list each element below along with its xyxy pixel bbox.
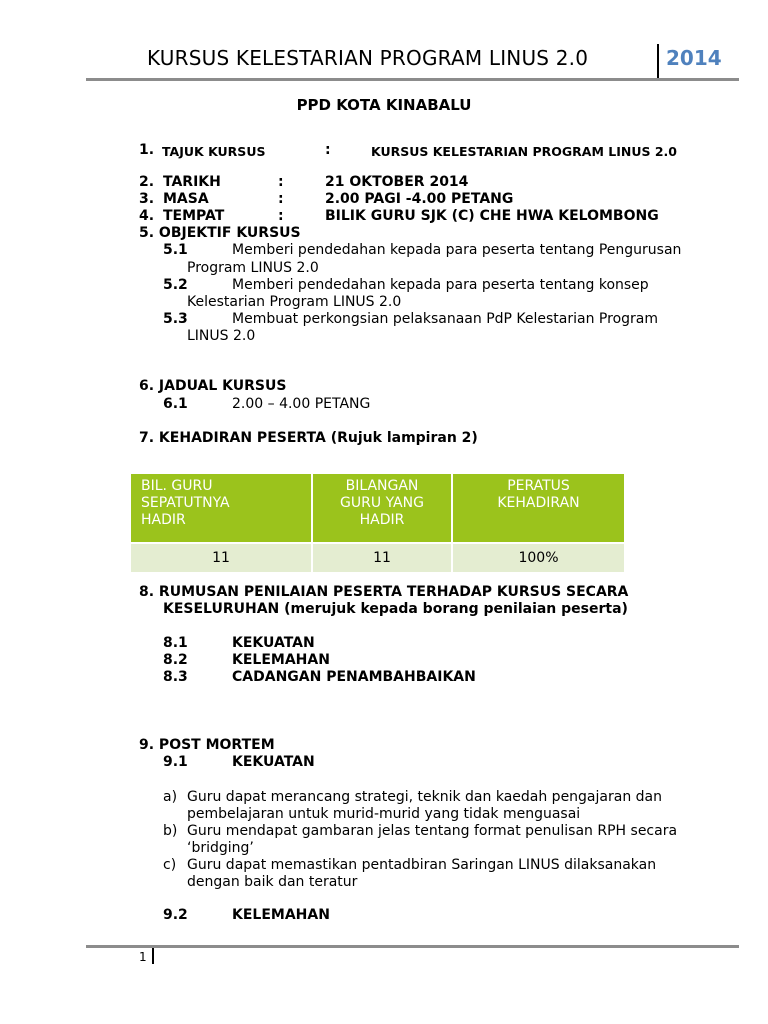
info-value: 21 OKTOBER 2014 (325, 174, 469, 190)
list-marker: a) (163, 789, 178, 805)
kehadiran-heading: 7. KEHADIRAN PESERTA (Rujuk lampiran 2) (139, 430, 478, 446)
objektif-num: 5.2 (163, 277, 188, 293)
info-num: 4. (139, 208, 155, 224)
rumusan-text: KELEMAHAN (232, 652, 330, 668)
list-text-cont: ‘bridging’ (187, 840, 254, 856)
attendance-header-row (131, 474, 624, 543)
info-num: 1. (139, 142, 155, 158)
rumusan-num: 8.3 (163, 669, 188, 685)
document-header-title: KURSUS KELESTARIAN PROGRAM LINUS 2.0 (147, 46, 589, 70)
info-colon: : (278, 208, 284, 224)
info-label: TAJUK KURSUS (162, 144, 266, 159)
header-separator (657, 44, 659, 80)
postmortem-kekuatan-num: 9.1 (163, 754, 188, 770)
rumusan-text: KEKUATAN (232, 635, 315, 651)
objektif-text: Memberi pendedahan kepada para peserta tentang Pengurusan (232, 242, 682, 258)
objektif-text-cont: Program LINUS 2.0 (187, 260, 319, 276)
objektif-text-cont: Kelestarian Program LINUS 2.0 (187, 294, 402, 310)
objektif-num: 5.3 (163, 311, 188, 327)
info-value: 2.00 PAGI -4.00 PETANG (325, 191, 514, 207)
objektif-text: Membuat perkongsian pelaksanaan PdP Kelestarian Program (232, 311, 658, 327)
info-num: 2. (139, 174, 155, 190)
col-peratus-kehadiran: PERATUS KEHADIRAN (452, 474, 624, 543)
rumusan-heading: 8. RUMUSAN PENILAIAN PESERTA TERHADAP KURSUS SECARA (139, 584, 629, 600)
info-num: 3. (139, 191, 155, 207)
table-row (131, 543, 624, 572)
postmortem-kekuatan-label: KEKUATAN (232, 754, 315, 770)
page-number-separator (152, 948, 154, 964)
list-text-cont: pembelajaran untuk murid-murid yang tidak menguasai (187, 806, 581, 822)
header-rule (86, 78, 739, 81)
info-colon: : (278, 191, 284, 207)
postmortem-heading: 9. POST MORTEM (139, 737, 275, 753)
rumusan-heading-cont: KESELURUHAN (merujuk kepada borang penilaian peserta) (163, 601, 628, 617)
info-label: MASA (163, 191, 209, 207)
table-cell: 100% (452, 543, 624, 572)
jadual-num: 6.1 (163, 396, 188, 412)
list-text-cont: dengan baik dan teratur (187, 874, 358, 890)
info-colon: : (325, 142, 331, 158)
page-number: 1 (139, 950, 147, 964)
col-bilangan-guru: BILANGAN GURU YANG HADIR (312, 474, 452, 543)
info-colon: : (278, 174, 284, 190)
postmortem-kelemahan-label: KELEMAHAN (232, 907, 330, 923)
attendance-table (131, 474, 624, 572)
table-cell: 11 (312, 543, 452, 572)
list-text: Guru dapat merancang strategi, teknik dan kaedah pengajaran dan (187, 789, 662, 805)
document-header-year: 2014 (666, 46, 722, 70)
list-marker: c) (163, 857, 177, 873)
info-value: BILIK GURU SJK (C) CHE HWA KELOMBONG (325, 208, 659, 224)
rumusan-num: 8.2 (163, 652, 188, 668)
info-value: KURSUS KELESTARIAN PROGRAM LINUS 2.0 (371, 144, 677, 159)
info-label: TEMPAT (163, 208, 225, 224)
col-bil-guru: BIL. GURU SEPATUTNYA HADIR (131, 474, 312, 543)
list-marker: b) (163, 823, 178, 839)
table-cell: 11 (131, 543, 312, 572)
rumusan-num: 8.1 (163, 635, 188, 651)
postmortem-kelemahan-num: 9.2 (163, 907, 188, 923)
org-title: PPD KOTA KINABALU (296, 96, 472, 114)
jadual-text: 2.00 – 4.00 PETANG (232, 396, 371, 412)
list-text: Guru mendapat gambaran jelas tentang format penulisan RPH secara (187, 823, 678, 839)
objektif-text: Memberi pendedahan kepada para peserta tentang konsep (232, 277, 649, 293)
info-label: TARIKH (163, 174, 221, 190)
list-text: Guru dapat memastikan pentadbiran Saringan LINUS dilaksanakan (187, 857, 657, 873)
footer-rule (86, 945, 739, 948)
rumusan-text: CADANGAN PENAMBAHBAIKAN (232, 669, 476, 685)
jadual-heading: 6. JADUAL KURSUS (139, 378, 287, 394)
objektif-num: 5.1 (163, 242, 188, 258)
objektif-heading: 5. OBJEKTIF KURSUS (139, 225, 301, 241)
objektif-text-cont: LINUS 2.0 (187, 328, 256, 344)
